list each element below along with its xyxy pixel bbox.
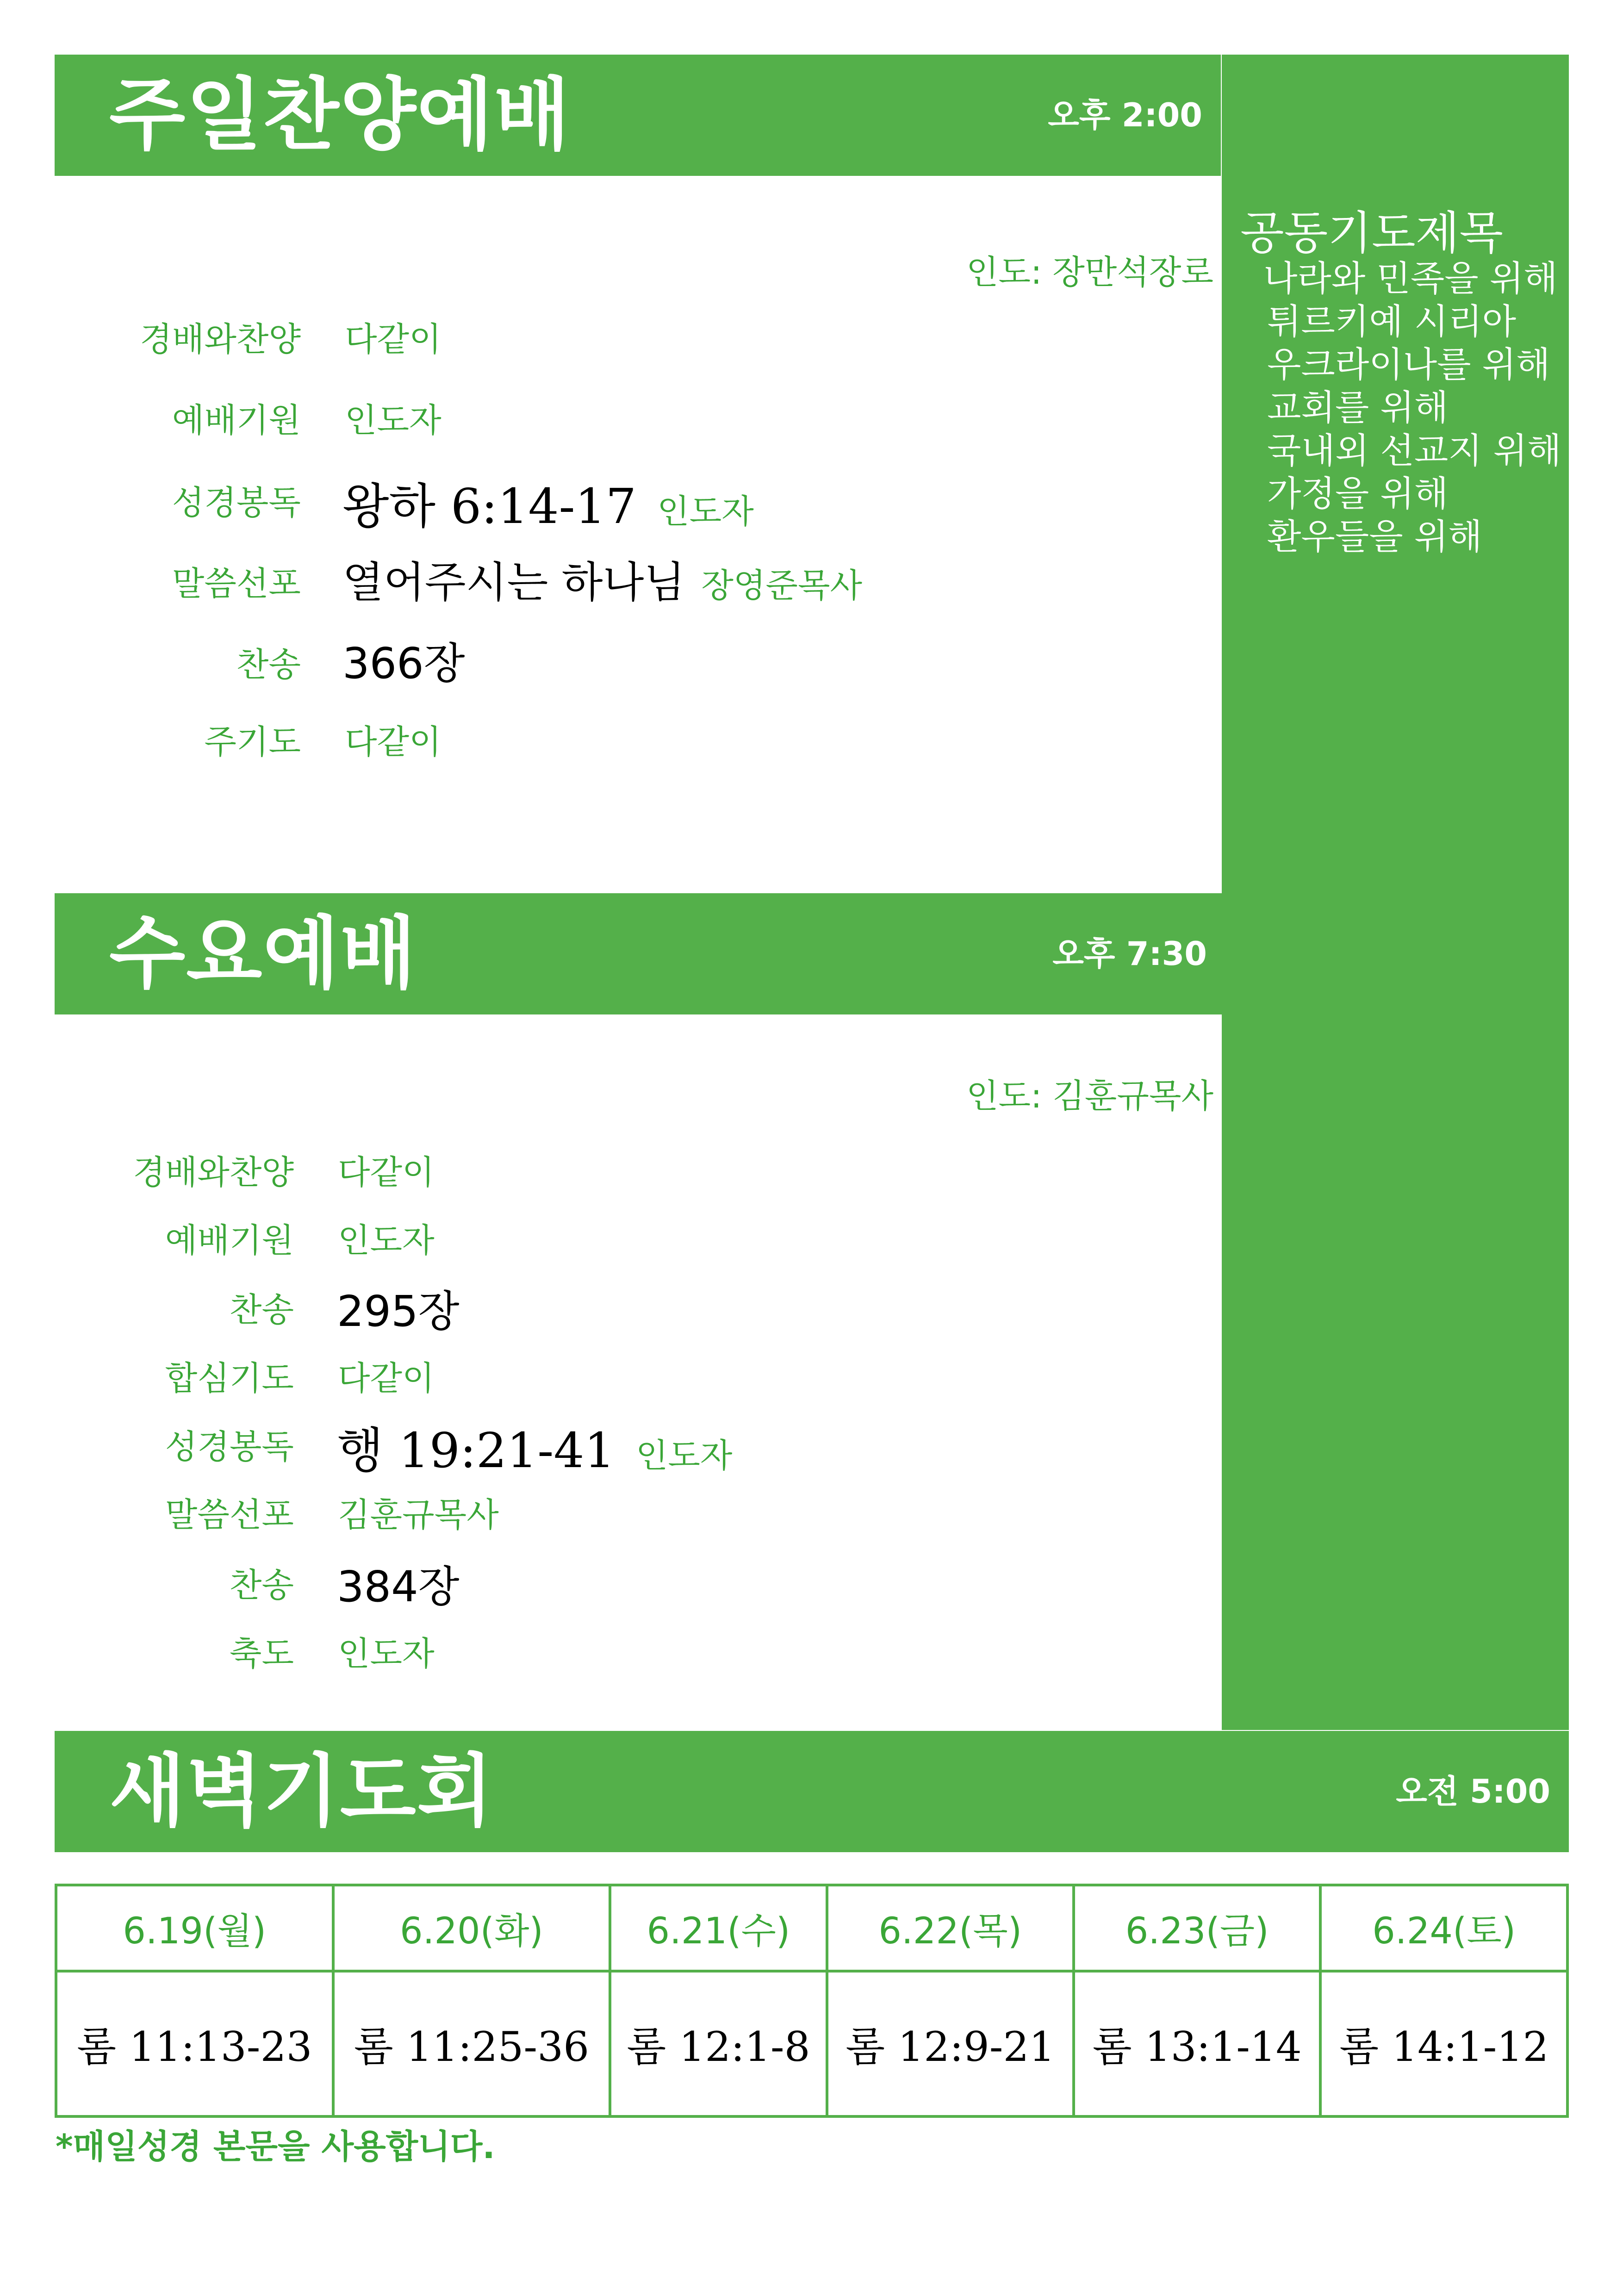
wednesday-row <box>0 1351 1388 1402</box>
dawn-header <box>55 1731 1569 1852</box>
sunday-hymn: 366장 <box>342 639 465 688</box>
prayer-item: 튀르키예 시리아 <box>1267 301 1517 342</box>
prayer-item: 교회를 위해 <box>1267 387 1449 428</box>
sunday-scripture: 왕하 6:14-17 <box>342 478 637 535</box>
wednesday-row-label: 찬송 <box>229 1566 294 1605</box>
prayer-title: 공동기도제목 <box>1240 207 1504 260</box>
wednesday-time: 오후 7:30 <box>1052 935 1207 973</box>
footnote: *매일성경 본문을 사용합니다. <box>56 2127 495 2166</box>
wednesday-title: 수요예배 <box>109 908 417 1000</box>
dawn-date: 6.20(화) <box>333 1885 610 1971</box>
sunday-row-label: 주기도 <box>204 722 301 761</box>
sunday-row <box>0 312 1388 363</box>
dawn-time: 오전 5:00 <box>1396 1773 1550 1811</box>
prayer-item: 국내외 선교지 위해 <box>1267 430 1561 471</box>
wednesday-row-value: 다같이 <box>338 1153 435 1192</box>
wednesday-row <box>0 1145 1388 1196</box>
prayer-item: 우크라이나를 위해 <box>1267 344 1550 385</box>
dawn-date: 6.19(월) <box>56 1885 333 1971</box>
dawn-date-row <box>56 1885 1567 1971</box>
dawn-reading: 롬 12:1-8 <box>610 1971 827 2116</box>
dawn-date: 6.23(금) <box>1074 1885 1320 1971</box>
sunday-sermon-title: 열어주시는 하나님 <box>342 558 685 607</box>
wednesday-row-label: 예배기원 <box>165 1221 294 1260</box>
sunday-row-label: 찬송 <box>236 645 301 684</box>
prayer-item: 나라와 민족을 위해 <box>1263 258 1558 299</box>
wednesday-row <box>0 1488 1388 1539</box>
wednesday-row-value: 인도자 <box>338 1221 435 1260</box>
sunday-row <box>0 548 1388 609</box>
wednesday-scripture: 행 19:21-41 <box>337 1422 615 1479</box>
sunday-preacher: 장영준목사 <box>701 566 863 605</box>
dawn-reading-row <box>56 1971 1567 2116</box>
sunday-leader: 인도: 장만석장로 <box>966 253 1213 292</box>
sunday-header <box>55 55 1221 176</box>
wednesday-row <box>0 1277 1388 1336</box>
sunday-title: 주일찬양예배 <box>109 69 571 161</box>
dawn-date: 6.22(목) <box>827 1885 1074 1971</box>
sunday-time: 오후 2:00 <box>1048 96 1202 134</box>
wednesday-row-label: 말씀선포 <box>165 1495 294 1534</box>
dawn-reading: 롬 11:25-36 <box>333 1971 610 2116</box>
wednesday-hymn-1: 295장 <box>337 1287 460 1336</box>
dawn-schedule-table <box>55 1884 1569 2118</box>
wednesday-header <box>55 893 1225 1014</box>
sunday-row-label: 예배기원 <box>172 401 301 440</box>
dawn-date: 6.21(수) <box>610 1885 827 1971</box>
wednesday-row-label: 경배와찬양 <box>133 1153 294 1192</box>
dawn-reading: 롬 11:13-23 <box>56 1971 333 2116</box>
wednesday-row <box>0 1553 1388 1612</box>
dawn-reading: 롬 12:9-21 <box>827 1971 1074 2116</box>
sunday-row-label: 말씀선포 <box>172 564 301 603</box>
prayer-item: 가정을 위해 <box>1267 473 1449 514</box>
sunday-row <box>0 629 1388 690</box>
sunday-row <box>0 467 1388 535</box>
sunday-row-value: 인도자 <box>345 401 442 440</box>
sunday-row <box>0 715 1388 766</box>
wednesday-hymn-2: 384장 <box>337 1562 460 1612</box>
dawn-date: 6.24(토) <box>1320 1885 1567 1971</box>
dawn-title: 새벽기도회 <box>109 1746 494 1837</box>
wednesday-row <box>0 1627 1388 1678</box>
wednesday-leader: 인도: 김훈규목사 <box>966 1076 1213 1115</box>
wednesday-row-value: 다같이 <box>338 1359 435 1398</box>
sunday-row <box>0 393 1388 444</box>
wednesday-row <box>0 1213 1388 1264</box>
wednesday-row-value: 인도자 <box>338 1634 435 1673</box>
wednesday-scripture-reader: 인도자 <box>635 1436 733 1475</box>
sunday-row-value: 다같이 <box>345 320 442 359</box>
wednesday-row-label: 성경봉독 <box>165 1427 294 1466</box>
sunday-scripture-reader: 인도자 <box>657 492 754 531</box>
dawn-reading: 롬 14:1-12 <box>1320 1971 1567 2116</box>
prayer-item: 환우들을 위해 <box>1267 516 1482 557</box>
sunday-row-label: 경배와찬양 <box>140 320 301 359</box>
sunday-row-value: 다같이 <box>345 722 442 761</box>
wednesday-preacher: 김훈규목사 <box>338 1495 499 1534</box>
dawn-reading: 롬 13:1-14 <box>1074 1971 1320 2116</box>
sunday-row-label: 성경봉독 <box>172 483 301 522</box>
wednesday-row-label: 찬송 <box>229 1290 294 1329</box>
wednesday-row-label: 축도 <box>229 1634 294 1673</box>
wednesday-row <box>0 1412 1388 1479</box>
wednesday-row-label: 합심기도 <box>165 1359 294 1398</box>
